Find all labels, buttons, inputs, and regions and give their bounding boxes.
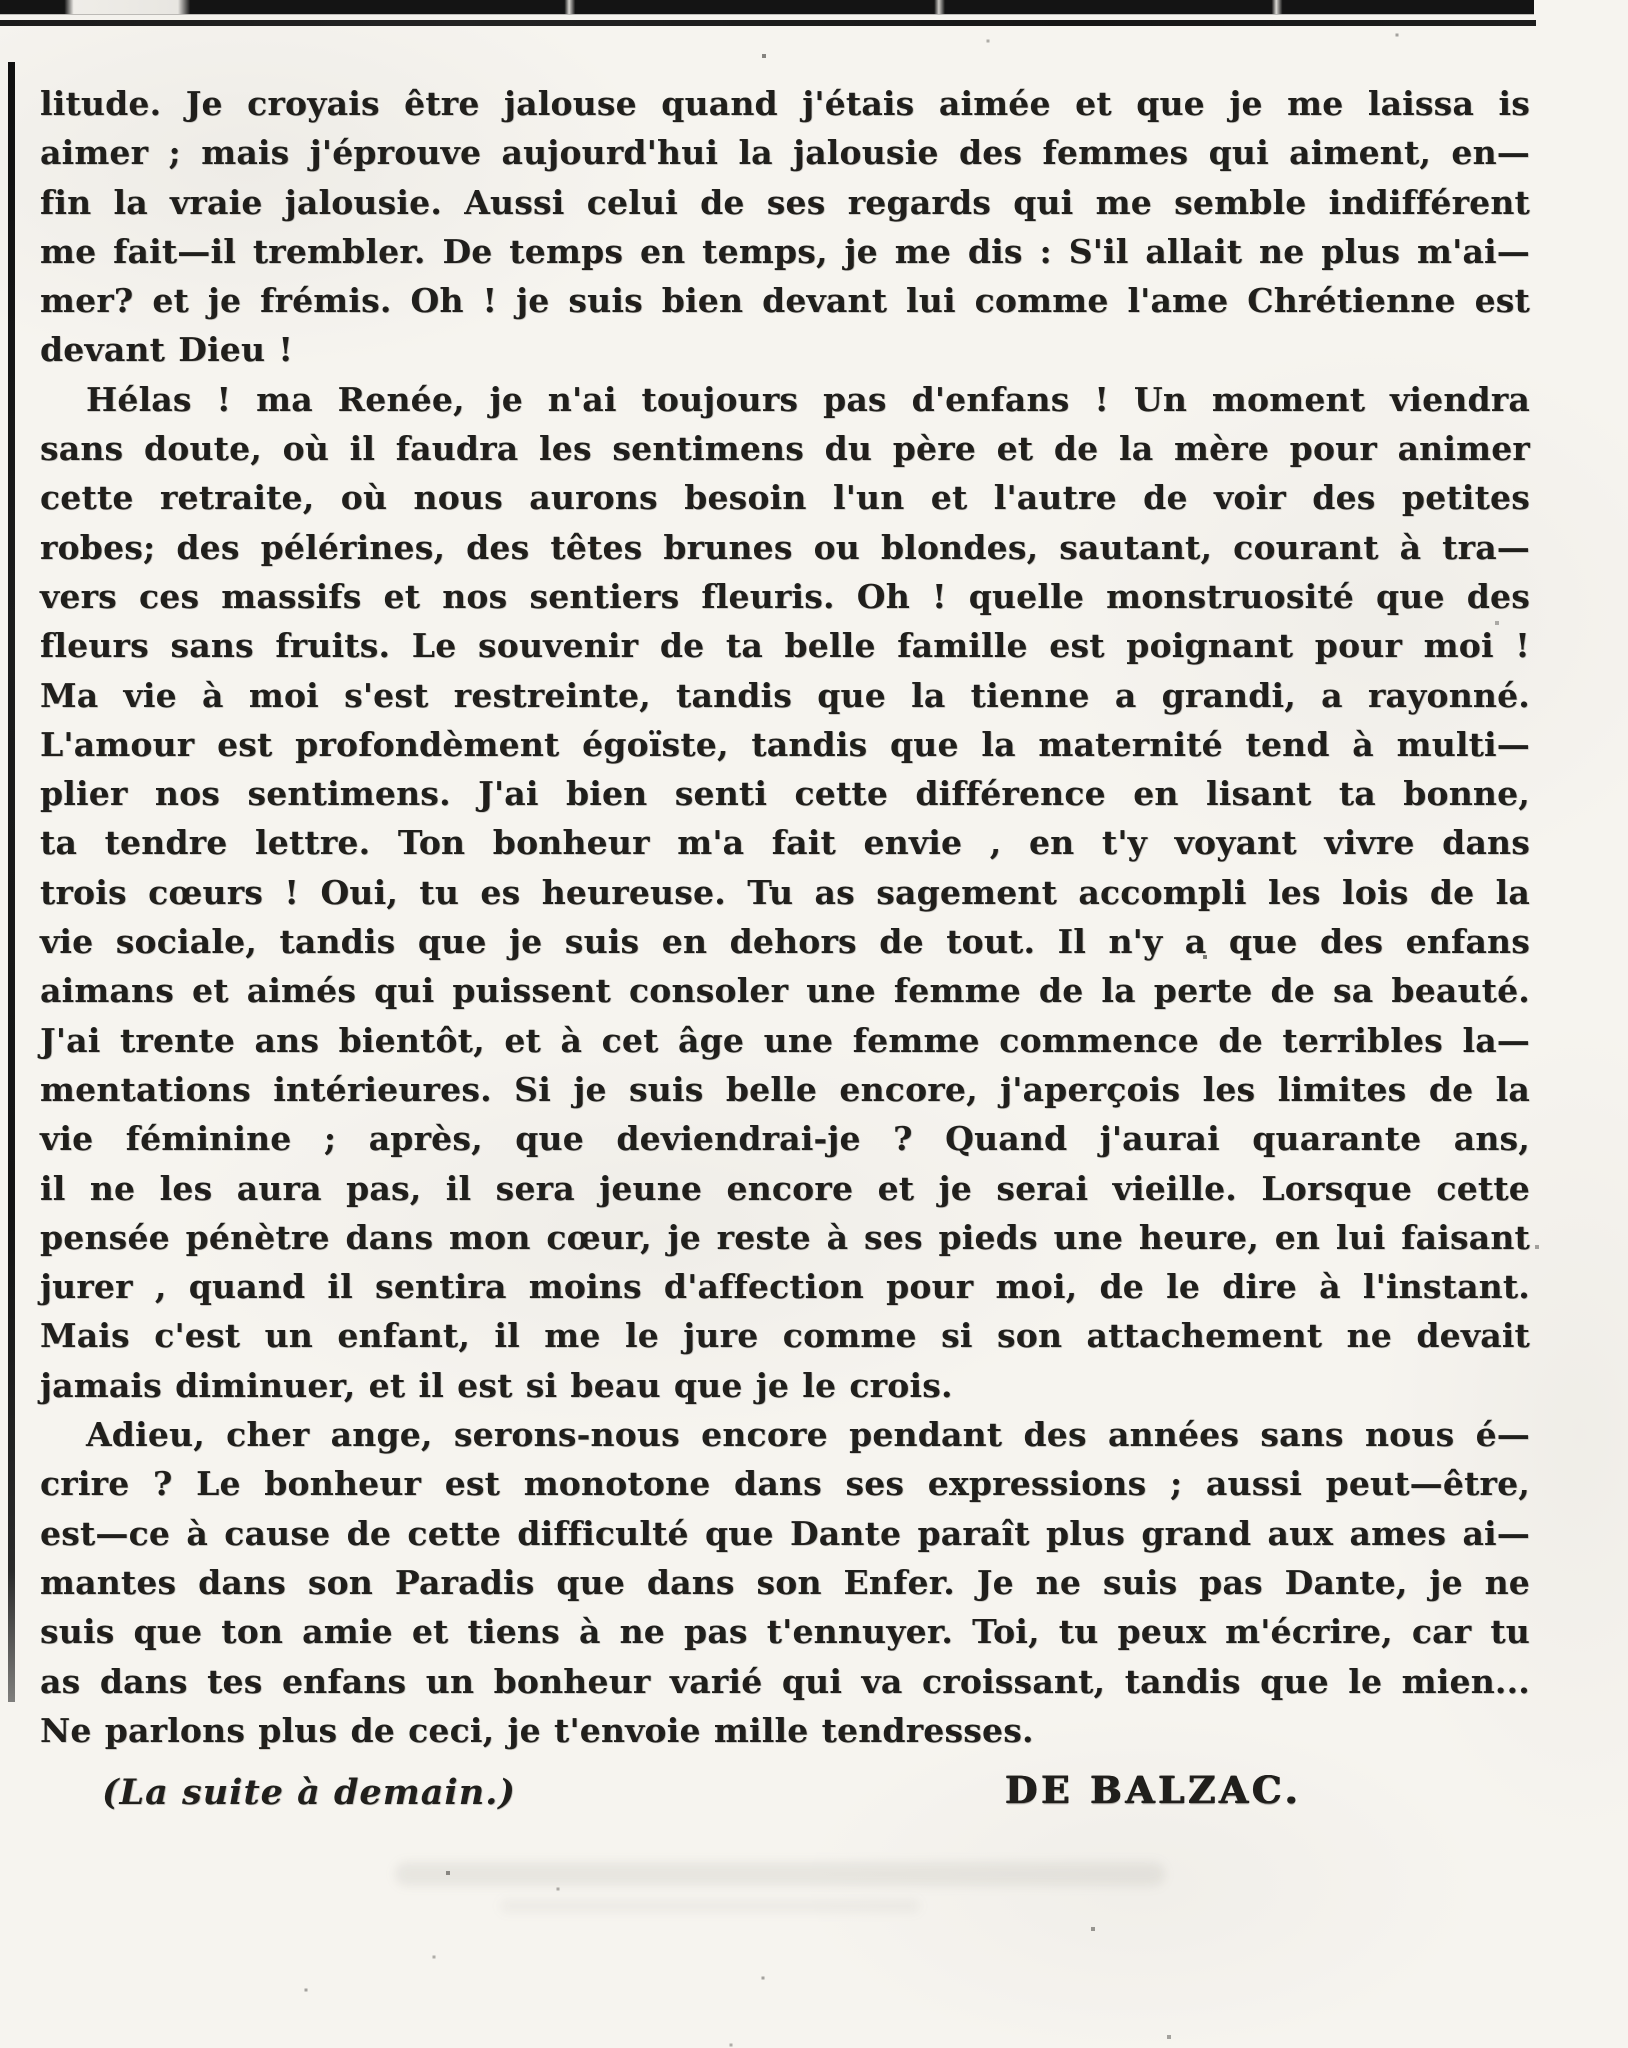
text-line: mentations intérieures. Si je suis belle encore, j'aperçois les limites de la (40, 1069, 1530, 1109)
text-line: Hélas ! ma Renée, je n'ai toujours pas d'enfans ! Un moment viendra (86, 379, 1530, 419)
bleed-through-smudge (395, 1862, 1165, 1886)
text-line: cette retraite, où nous aurons besoin l'un et l'autre de voir des petites (40, 478, 1530, 518)
text-line: trois cœurs ! Oui, tu es heureuse. Tu as sagement accompli les lois de la (40, 872, 1530, 912)
text-line: sans doute, où il faudra les sentimens du père et de la mère pour animer (40, 429, 1530, 469)
text-line: pensée pénètre dans mon cœur, je reste à ses pieds une heure, en lui faisant (40, 1217, 1530, 1257)
text-line: fin la vraie jalousie. Aussi celui de ses regards qui me semble indifférent (40, 182, 1530, 222)
paragraph (40, 375, 1530, 1410)
paper-speckles (0, 0, 2, 2)
text-line: crire ? Le bonheur est monotone dans ses expressions ; aussi peut—être, (40, 1464, 1530, 1504)
top-border-rule-thin (0, 20, 1536, 26)
text-line: Ne parlons plus de ceci, je t'envoie mille tendresses. (40, 1710, 1034, 1750)
text-line: est—ce à cause de cette difficulté que Dante paraît plus grand aux ames ai— (40, 1513, 1530, 1553)
text-line: J'ai trente ans bientôt, et à cet âge une femme commence de terribles la— (40, 1020, 1530, 1060)
text-line: as dans tes enfans un bonheur varié qui va croissant, tandis que le mien... (40, 1661, 1530, 1701)
author-signature: DE BALZAC. (1005, 1768, 1302, 1812)
article-body (40, 79, 1530, 1755)
top-border-rule-thick (0, 0, 1534, 14)
text-line: L'amour est profondèment égoïste, tandis que la maternité tend à multi— (40, 724, 1530, 764)
text-line: devant Dieu ! (40, 330, 294, 370)
continuation-notice: (La suite à demain.) (102, 1772, 516, 1813)
text-line: me fait—il trembler. De temps en temps, je me dis : S'il allait ne plus m'ai— (40, 231, 1530, 271)
text-line: vers ces massifs et nos sentiers fleuris. Oh ! quelle monstruosité que des (40, 576, 1530, 616)
text-line: plier nos sentimens. J'ai bien senti cette différence en lisant ta bonne, (40, 774, 1530, 814)
article-footer (40, 1768, 1530, 1842)
paragraph (40, 1410, 1530, 1755)
text-line: il ne les aura pas, il sera jeune encore et je serai vieille. Lorsque cette (40, 1168, 1530, 1208)
text-line: jurer , quand il sentira moins d'affection pour moi, de le dire à l'instant. (40, 1267, 1530, 1307)
text-line: robes; des pélérines, des têtes brunes ou blondes, sautant, courant à tra— (40, 527, 1530, 567)
text-line: vie sociale, tandis que je suis en dehors de tout. Il n'y a que des enfans (40, 922, 1530, 962)
text-line: Mais c'est un enfant, il me le jure comme si son attachement ne devait (40, 1316, 1530, 1356)
bleed-through-smudge (500, 1899, 920, 1913)
text-line: ta tendre lettre. Ton bonheur m'a fait envie , en t'y voyant vivre dans (40, 823, 1530, 863)
text-line: vie féminine ; après, que deviendrai-je ? Quand j'aurai quarante ans, (40, 1119, 1530, 1159)
text-line: mantes dans son Paradis que dans son Enfer. Je ne suis pas Dante, je ne (40, 1562, 1530, 1602)
text-line: mer? et je frémis. Oh ! je suis bien devant lui comme l'ame Chrétienne est (40, 281, 1530, 321)
text-line: aimer ; mais j'éprouve aujourd'hui la jalousie des femmes qui aiment, en— (40, 133, 1530, 173)
paragraph (40, 79, 1530, 375)
text-line: fleurs sans fruits. Le souvenir de ta belle famille est poignant pour moi ! (40, 626, 1530, 666)
left-column-rule (8, 62, 15, 1702)
text-line: aimans et aimés qui puissent consoler une femme de la perte de sa beauté. (40, 971, 1530, 1011)
text-line: Adieu, cher ange, serons-nous encore pendant des années sans nous é— (86, 1415, 1530, 1455)
text-line: suis que ton amie et tiens à ne pas t'ennuyer. Toi, tu peux m'écrire, car tu (40, 1612, 1530, 1652)
text-line: Ma vie à moi s'est restreinte, tandis que la tienne a grandi, a rayonné. (40, 675, 1530, 715)
text-line: litude. Je croyais être jalouse quand j'étais aimée et que je me laissa is (40, 84, 1530, 123)
text-line: jamais diminuer, et il est si beau que je le crois. (40, 1365, 953, 1405)
